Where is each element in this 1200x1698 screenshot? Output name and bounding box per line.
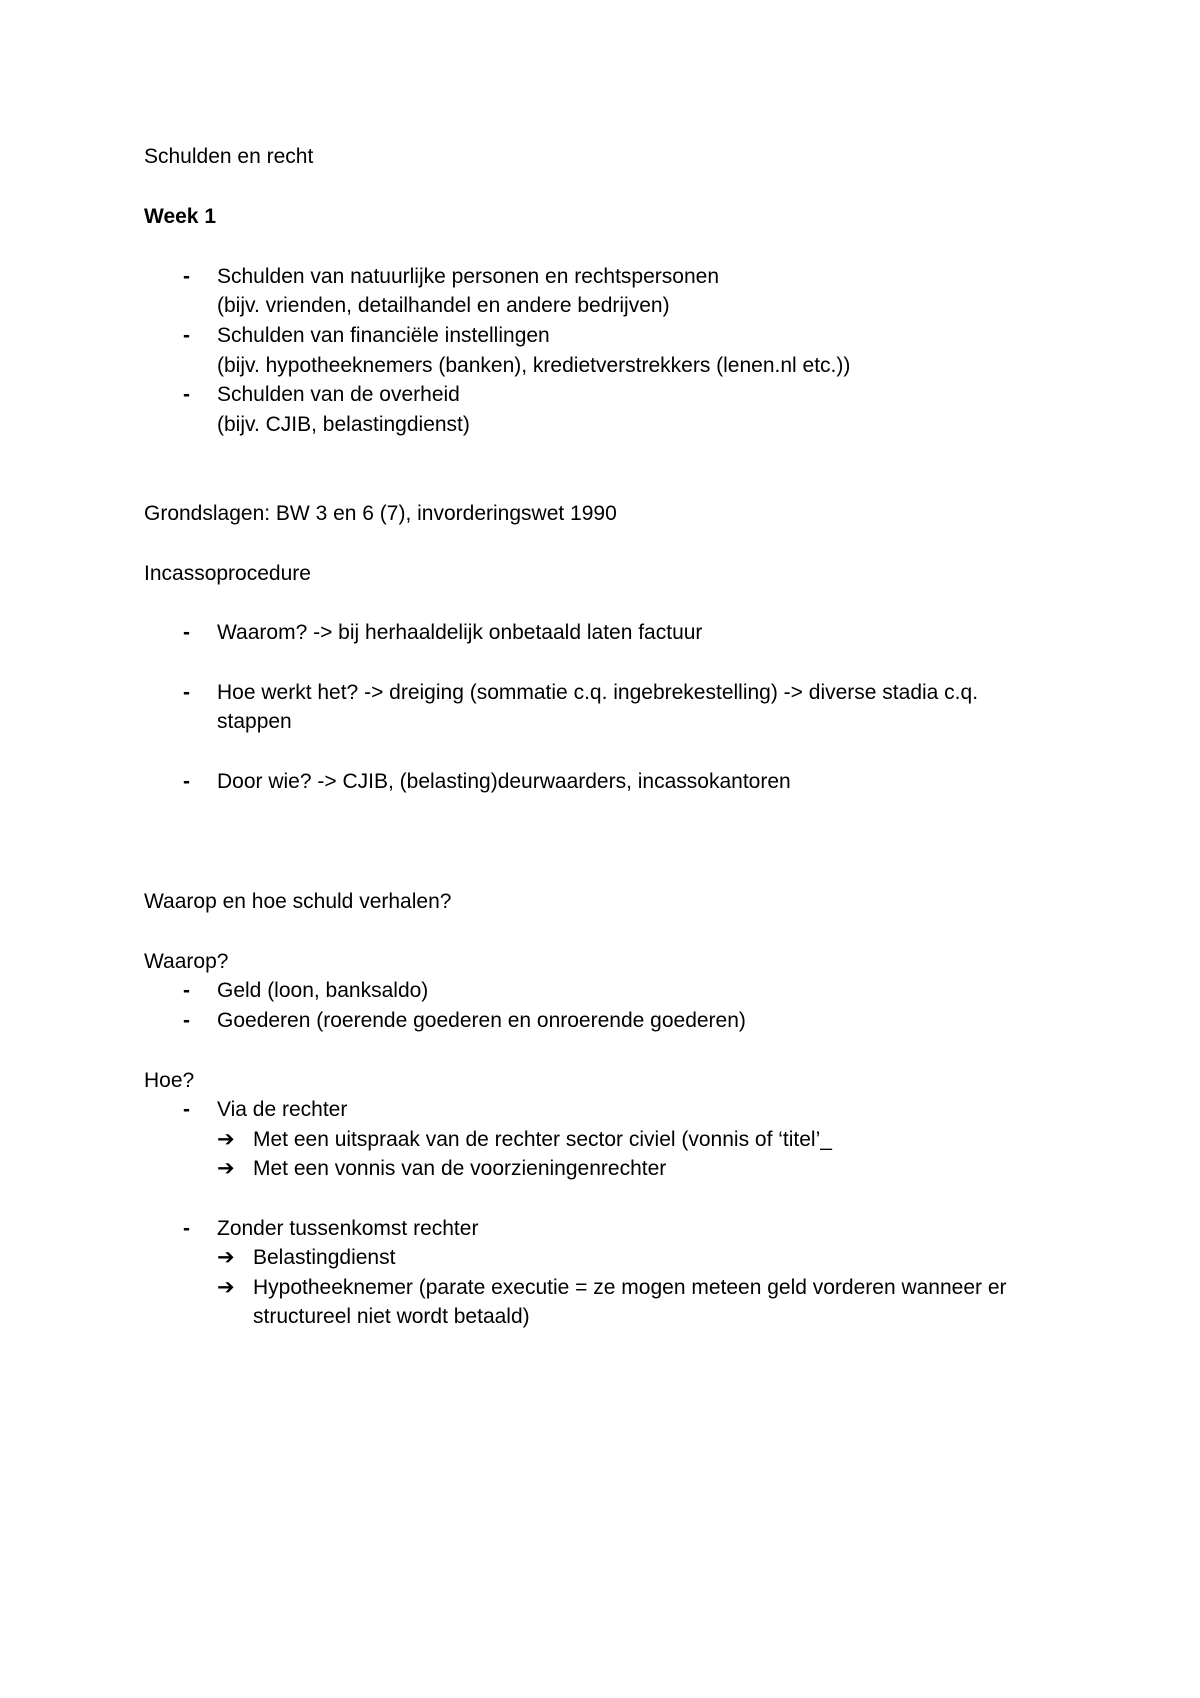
week1-item-main: Schulden van natuurlijke personen en rechtspersonen <box>217 265 720 288</box>
incasso-heading: Incassoprocedure <box>144 562 311 585</box>
hoe-zonder-label: Zonder tussenkomst rechter <box>217 1217 479 1240</box>
week1-item-main: Schulden van financiële instellingen <box>217 324 550 347</box>
waarop-hoe-heading: Waarop en hoe schuld verhalen? <box>144 890 452 913</box>
arrow-bullet-icon: ➔ <box>217 1246 235 1269</box>
arrow-bullet-icon: ➔ <box>217 1128 235 1151</box>
arrow-bullet-icon: ➔ <box>217 1157 235 1180</box>
incasso-item: Waarom? -> bij herhaaldelijk onbetaald laten factuur <box>217 621 703 644</box>
bullet-dash: - <box>183 324 190 347</box>
week1-item-main: Schulden van de overheid <box>217 383 460 406</box>
incasso-item: Door wie? -> CJIB, (belasting)deurwaarders, incassokantoren <box>217 770 791 793</box>
bullet-dash: - <box>183 681 190 704</box>
grondslagen-line: Grondslagen: BW 3 en 6 (7), invorderingswet 1990 <box>144 502 617 525</box>
week1-item-sub: (bijv. CJIB, belastingdienst) <box>217 413 470 436</box>
incasso-item-continuation: stappen <box>217 710 292 733</box>
bullet-dash: - <box>183 383 190 406</box>
week-heading: Week 1 <box>144 205 216 228</box>
bullet-dash: - <box>183 1009 190 1032</box>
bullet-dash: - <box>183 979 190 1002</box>
bullet-dash: - <box>183 265 190 288</box>
waarop-item: Goederen (roerende goederen en onroerende goederen) <box>217 1009 746 1032</box>
hoe-via-arrow-item: Met een vonnis van de voorzieningenrechter <box>253 1157 667 1180</box>
bullet-dash: - <box>183 1217 190 1240</box>
hoe-heading: Hoe? <box>144 1069 195 1092</box>
arrow-bullet-icon: ➔ <box>217 1276 235 1299</box>
waarop-heading: Waarop? <box>144 950 229 973</box>
week1-item-sub: (bijv. hypotheeknemers (banken), kredietverstrekkers (lenen.nl etc.)) <box>217 354 851 377</box>
hoe-zonder-arrow-item: Hypotheeknemer (parate executie = ze mogen meteen geld vorderen wanneer er <box>253 1276 1007 1299</box>
hoe-via-arrow-item: Met een uitspraak van de rechter sector civiel (vonnis of ‘titel’_ <box>253 1128 832 1151</box>
hoe-via-label: Via de rechter <box>217 1098 348 1121</box>
hoe-zonder-arrow-item: Belastingdienst <box>253 1246 396 1269</box>
document-title: Schulden en recht <box>144 145 314 168</box>
bullet-dash: - <box>183 621 190 644</box>
bullet-dash: - <box>183 1098 190 1121</box>
week1-item-sub: (bijv. vrienden, detailhandel en andere bedrijven) <box>217 294 670 317</box>
hoe-zonder-arrow-continuation: structureel niet wordt betaald) <box>253 1305 530 1328</box>
incasso-item: Hoe werkt het? -> dreiging (sommatie c.q. ingebrekestelling) -> diverse stadia c.q. <box>217 681 979 704</box>
waarop-item: Geld (loon, banksaldo) <box>217 979 429 1002</box>
bullet-dash: - <box>183 770 190 793</box>
